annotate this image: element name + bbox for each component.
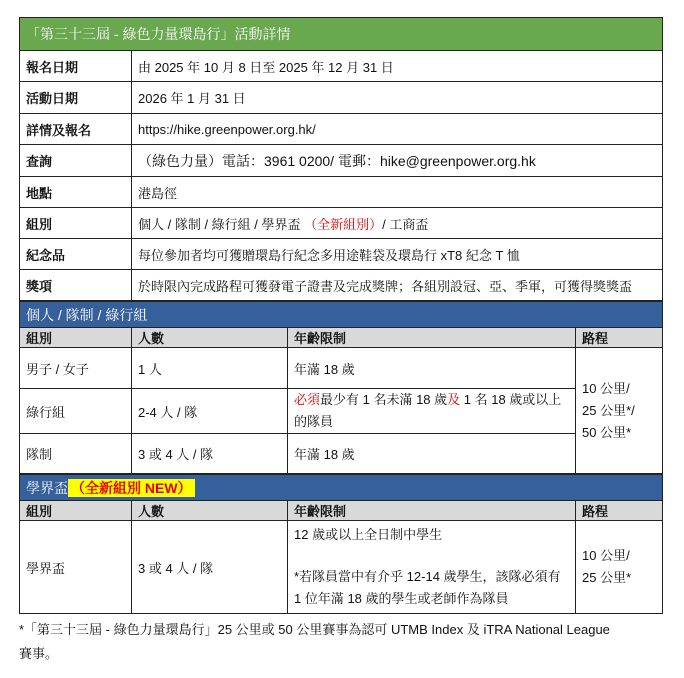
footnote-line: *「第三十三屆 - 綠色力量環島行」25 公里或 50 公里賽事為認可 UTMB Index 及 iTRA National League: [19, 622, 610, 637]
school-cup-table: [19, 474, 663, 614]
column-header: 組別: [20, 501, 132, 521]
age-text-end: 1 名 18 歲或以上的隊員: [294, 392, 562, 429]
categories-text: 個人 / 隊制 / 綠行組 / 學界盃: [138, 216, 305, 232]
count-cell: 3 或 4 人 / 隊: [132, 521, 288, 614]
must-text: 必須: [294, 392, 321, 407]
count-cell: 3 或 4 人 / 隊: [132, 434, 288, 474]
distance-option: 10 公里/: [582, 380, 630, 396]
age-note-line: *若隊員當中有介乎 12-14 歲學生，該隊必須有: [294, 569, 561, 584]
distance-option: 50 公里*: [582, 424, 632, 440]
table-row: [20, 348, 663, 389]
distance-option: 10 公里/: [582, 548, 630, 563]
age-cell: [288, 389, 576, 434]
age-cell: [288, 521, 576, 614]
info-value: 每位參加者均可獲贈環島行紀念多用途鞋袋及環島行 xT8 紀念 T 恤: [132, 239, 663, 270]
distance-cell: [576, 348, 663, 474]
column-header: 人數: [132, 501, 288, 521]
age-line: 12 歲或以上全日制中學生: [294, 527, 443, 542]
info-value: 於時限內完成路程可獲發電子證書及完成獎牌；各組別設冠、亞、季軍，可獲得獎獎盃: [132, 270, 663, 301]
age-note-line: 1 位年滿 18 歲的學生或老師作為隊員: [294, 591, 509, 606]
new-category-tag: （全新組別）: [304, 216, 383, 232]
info-value: 由 2025 年 10 月 8 日至 2025 年 12 月 31 日: [132, 51, 663, 82]
and-text: 及: [447, 392, 461, 407]
column-header: 年齡限制: [288, 501, 576, 521]
footnote: [19, 618, 662, 666]
footnote-line: 賽事。: [19, 646, 59, 661]
table-row: [20, 521, 663, 614]
info-row-venue: [20, 177, 663, 208]
new-badge: （全新組別 NEW）: [68, 479, 195, 497]
info-label: 紀念品: [20, 239, 132, 270]
info-row-souvenir: [20, 239, 663, 270]
age-cell: 年滿 18 歲: [288, 348, 576, 389]
column-header: 路程: [576, 328, 663, 348]
distance-option: 25 公里*/: [582, 402, 635, 418]
group-cell: 綠行組: [20, 389, 132, 434]
age-cell: 年滿 18 歲: [288, 434, 576, 474]
distance-cell: [576, 521, 663, 614]
info-value: [132, 208, 663, 239]
categories-text-end: / 工商盃: [382, 216, 429, 232]
group-cell: 學界盃: [20, 521, 132, 614]
info-label: 查詢: [20, 145, 132, 177]
info-row-awards: [20, 270, 663, 301]
info-label: 報名日期: [20, 51, 132, 82]
group-cell: 隊制: [20, 434, 132, 474]
info-value: （綠色力量）電話：3961 0200/ 電郵：hike@greenpower.org.hk: [132, 145, 663, 177]
individual-team-table: [19, 301, 663, 474]
section-title: 個人 / 隊制 / 綠行組: [20, 302, 663, 328]
info-value: 2026 年 1 月 31 日: [132, 82, 663, 114]
info-label: 詳情及報名: [20, 114, 132, 145]
count-cell: 1 人: [132, 348, 288, 389]
distance-option: 25 公里*: [582, 570, 632, 585]
info-label: 活動日期: [20, 82, 132, 114]
info-row-event-date: [20, 82, 663, 114]
column-header: 路程: [576, 501, 663, 521]
info-row-registration-date: [20, 51, 663, 82]
table-row: [20, 434, 663, 474]
info-row-categories: [20, 208, 663, 239]
info-label: 組別: [20, 208, 132, 239]
table-row: [20, 389, 663, 434]
count-cell: 2-4 人 / 隊: [132, 389, 288, 434]
column-header-row: [20, 501, 663, 521]
event-title: 「第三十三屆 - 綠色力量環島行」活動詳情: [20, 18, 663, 51]
column-header: 年齡限制: [288, 328, 576, 348]
event-info-table: [19, 17, 663, 301]
age-text: 最少有 1 名未滿 18 歲: [320, 392, 448, 407]
column-header: 人數: [132, 328, 288, 348]
info-label: 地點: [20, 177, 132, 208]
info-label: 獎項: [20, 270, 132, 301]
info-row-details: [20, 114, 663, 145]
section-title: [20, 475, 663, 501]
column-header: 組別: [20, 328, 132, 348]
info-row-enquiry: [20, 145, 663, 177]
section-title-text: 學界盃: [26, 479, 68, 496]
column-header-row: [20, 328, 663, 348]
event-details-document: [19, 17, 662, 666]
group-cell: 男子 / 女子: [20, 348, 132, 389]
info-value: 港島徑: [132, 177, 663, 208]
registration-link[interactable]: https://hike.greenpower.org.hk/: [132, 114, 663, 145]
